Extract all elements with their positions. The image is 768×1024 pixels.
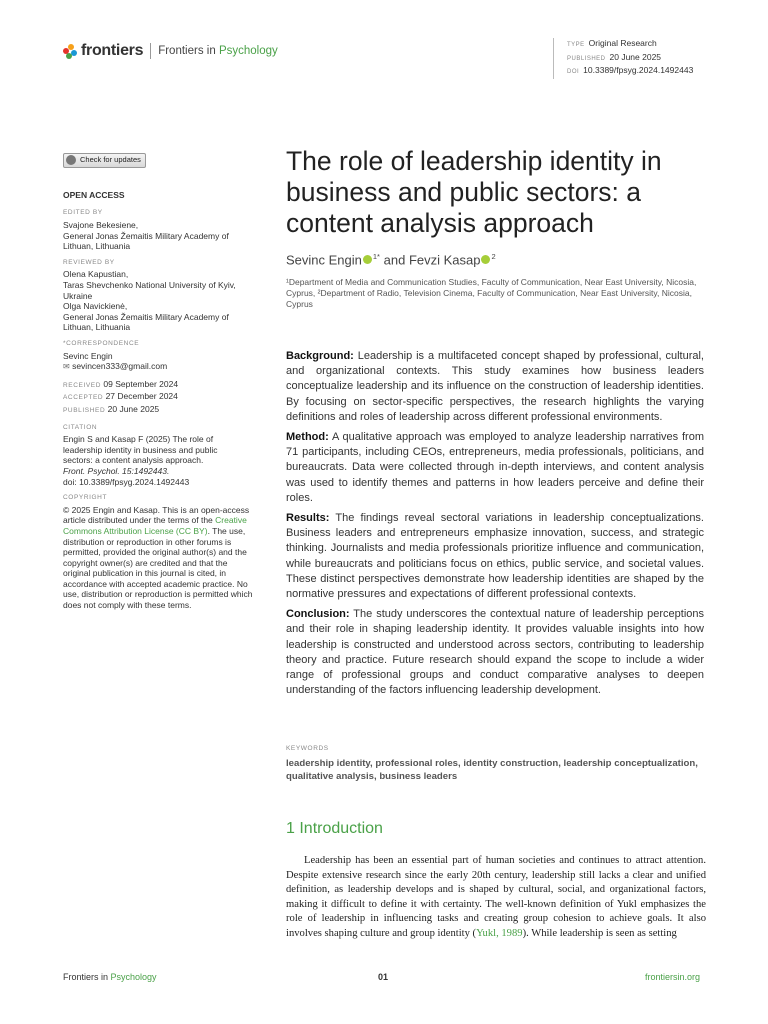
reviewed-by-block — [63, 258, 253, 333]
citation-line: sectors: a content analysis approach. — [63, 455, 204, 466]
abstract — [286, 349, 704, 703]
type-label: TYPE — [567, 42, 585, 48]
article-sidebar — [63, 153, 253, 617]
page-number: 01 — [378, 972, 389, 982]
reviewer-line: Lithuan, Lithuania — [63, 322, 131, 333]
citation-label: CITATION — [63, 423, 98, 431]
refresh-icon — [66, 155, 76, 165]
edited-by-label: EDITED BY — [63, 209, 103, 217]
affiliations: ¹Department of Media and Communication Studies, Faculty of Communication, Near East University, Nicosia, Cyprus, ²Department of Radio, Television Cinema, Faculty of Communication, Near East University, Nicosia, Cyprus — [286, 277, 697, 309]
reviewer-line: Olga Navickienė, — [63, 301, 128, 312]
abstract-background: Background: Leadership is a multifaceted concept shaped by professional, cultural, and organizational contexts. This study examines how business leaders conceptualize leadership and its influence on the construction of leadership identities. By focusing on sector-specific perspectives, the research highlights the varying definitions and roles of leadership across different professional environments. — [286, 350, 704, 423]
cc-license-link[interactable]: Creative Commons Attribution License (CC BY) — [63, 515, 247, 536]
author-affiliation-sup: 2 — [491, 252, 496, 261]
check-for-updates-button[interactable] — [63, 153, 146, 168]
published-value: 20 June 2025 — [609, 51, 662, 62]
abstract-method: Method: A qualitative approach was employed to analyze leadership narratives from 71 participants, including CEOs, entrepreneurs, media professionals, politicians, and bureaucrats. Data were collected through in-depth interviews, and content analysis was used to identify themes and patterns in how leaders perceive and define their roles. — [286, 431, 704, 504]
author-name[interactable]: Fevzi Kasap — [408, 252, 481, 268]
author-affiliation-sup: 1* — [372, 252, 380, 261]
check-updates-label: Check for updates — [80, 155, 141, 164]
accepted-label: ACCEPTED — [63, 394, 104, 402]
envelope-icon: ✉ — [63, 362, 70, 372]
keywords-block — [286, 745, 706, 783]
published-value: 20 June 2025 — [107, 403, 160, 414]
citation-line: leadership identity in business and public — [63, 444, 218, 455]
orcid-icon[interactable] — [481, 255, 490, 264]
editor-line: Lithuan, Lithuania — [63, 241, 131, 252]
reviewer-line: Taras Shevchenko National University of Kyiv, — [63, 280, 236, 291]
copyright-text: © 2025 Engin and Kasap. This is an open-access article distributed under the terms of the Creative Commons Attribution License (CC BY). The use, distribution or reproduction in other forums is permitted, provided the original author(s) and the copyright owner(s) are credited and that the original publication in this journal is cited, in accordance with accepted academic practice. No use, distribution or reproduction is permitted which does not comply with these terms. — [63, 504, 253, 611]
correspondence-email[interactable]: sevincen333@gmail.com — [72, 361, 168, 372]
doi-label: DOI — [567, 69, 580, 75]
keywords-list: leadership identity, professional roles, identity construction, leadership conceptualization, qualitative analysis, business leaders — [286, 758, 698, 782]
published-label: PUBLISHED — [63, 406, 106, 414]
type-value: Original Research — [588, 38, 657, 48]
correspondence-block — [63, 339, 253, 373]
reviewer-line: Ukraine — [63, 290, 93, 301]
correspondence-email-row[interactable] — [63, 361, 253, 373]
article-meta — [553, 38, 693, 79]
frontiers-logo-icon — [63, 44, 78, 59]
editor-line: Svajone Bekesiene, — [63, 220, 139, 231]
reviewer-line: General Jonas Žemaitis Military Academy of — [63, 311, 229, 322]
citation-block — [63, 423, 253, 488]
abstract-results: Results: The findings reveal sectoral variations in leadership conceptualizations. Business leaders and entrepreneurs emphasize innovation, success, and strategic thinking. Journalists and media professionals prioritize influence and communication, while bureaucrats and politicians focus on ethics, public service, and societal values. These distinct perspectives demonstrate how leadership identities are shaped by the normative pressures and expectations of different professional contexts. — [286, 512, 704, 601]
author-list — [286, 252, 496, 267]
abstract-conclusion: Conclusion: The study underscores the contextual nature of leadership perceptions and their role in shaping leadership identity. It provides valuable insights into how leadership is constructed and understood across sectors, contributing to leadership theory and practice. Future research should expand the scope to include a wider range of professional groups and conduct comparative analyses to deepen understanding of the factors influencing leadership development. — [286, 608, 704, 697]
copyright-block — [63, 493, 253, 611]
copyright-label: COPYRIGHT — [63, 494, 108, 502]
brand-name: frontiers — [81, 42, 144, 59]
reviewer-line: Olena Kapustian, — [63, 269, 129, 280]
accepted-value: 27 December 2024 — [105, 391, 178, 402]
received-value: 09 September 2024 — [103, 378, 179, 389]
published-label: PUBLISHED — [567, 55, 606, 62]
logo-divider — [150, 43, 151, 59]
open-access-label: OPEN ACCESS — [63, 189, 125, 200]
reviewed-by-label: REVIEWED BY — [63, 258, 115, 266]
editor-line: General Jonas Žemaitis Military Academy of — [63, 230, 229, 241]
correspondence-label: *CORRESPONDENCE — [63, 340, 140, 348]
received-label: RECEIVED — [63, 381, 102, 389]
frontiers-logo[interactable] — [63, 42, 278, 60]
journal-name[interactable]: Frontiers in Psychology — [158, 45, 278, 57]
keywords-label: KEYWORDS — [286, 745, 329, 752]
footer-site-link[interactable]: frontiersin.org — [645, 972, 701, 982]
author-name[interactable]: Sevinc Engin — [286, 252, 362, 268]
author-conjunction: and — [383, 252, 406, 268]
doi-link[interactable]: 10.3389/fpsyg.2024.1492443 — [583, 65, 694, 75]
footer-journal[interactable]: Frontiers in Psychology — [63, 972, 157, 982]
edited-by-block — [63, 208, 253, 251]
orcid-icon[interactable] — [363, 255, 372, 264]
dates-block — [63, 379, 253, 417]
introduction-paragraph: Leadership has been an essential part of human societies and continues to attract attention. Despite extensive research since the early 20th century, leadership still lacks a clear and unified definition, as leadership develops and is shaped by cultural, social, and organizational factors, making it difficult to define it with certainty. The well-known definition of Yukl emphasizes the role of leadership in influencing tasks and creating group cohesion to achieve goals. It also involves shaping culture and group identity (Yukl, 1989). While leadership is seen as setting — [286, 855, 706, 939]
citation-line: doi: 10.3389/fpsyg.2024.1492443 — [63, 476, 190, 487]
correspondence-name: Sevinc Engin — [63, 350, 113, 361]
article-title: The role of leadership identity in business and public sectors: a content analysis approach — [286, 146, 662, 238]
citation-line: Engin S and Kasap F (2025) The role of — [63, 434, 214, 445]
section-heading-introduction: 1 Introduction — [286, 820, 383, 837]
citation-line: Front. Psychol. 15:1492443. — [63, 465, 170, 476]
citation-link[interactable]: Yukl, 1989 — [476, 927, 523, 939]
